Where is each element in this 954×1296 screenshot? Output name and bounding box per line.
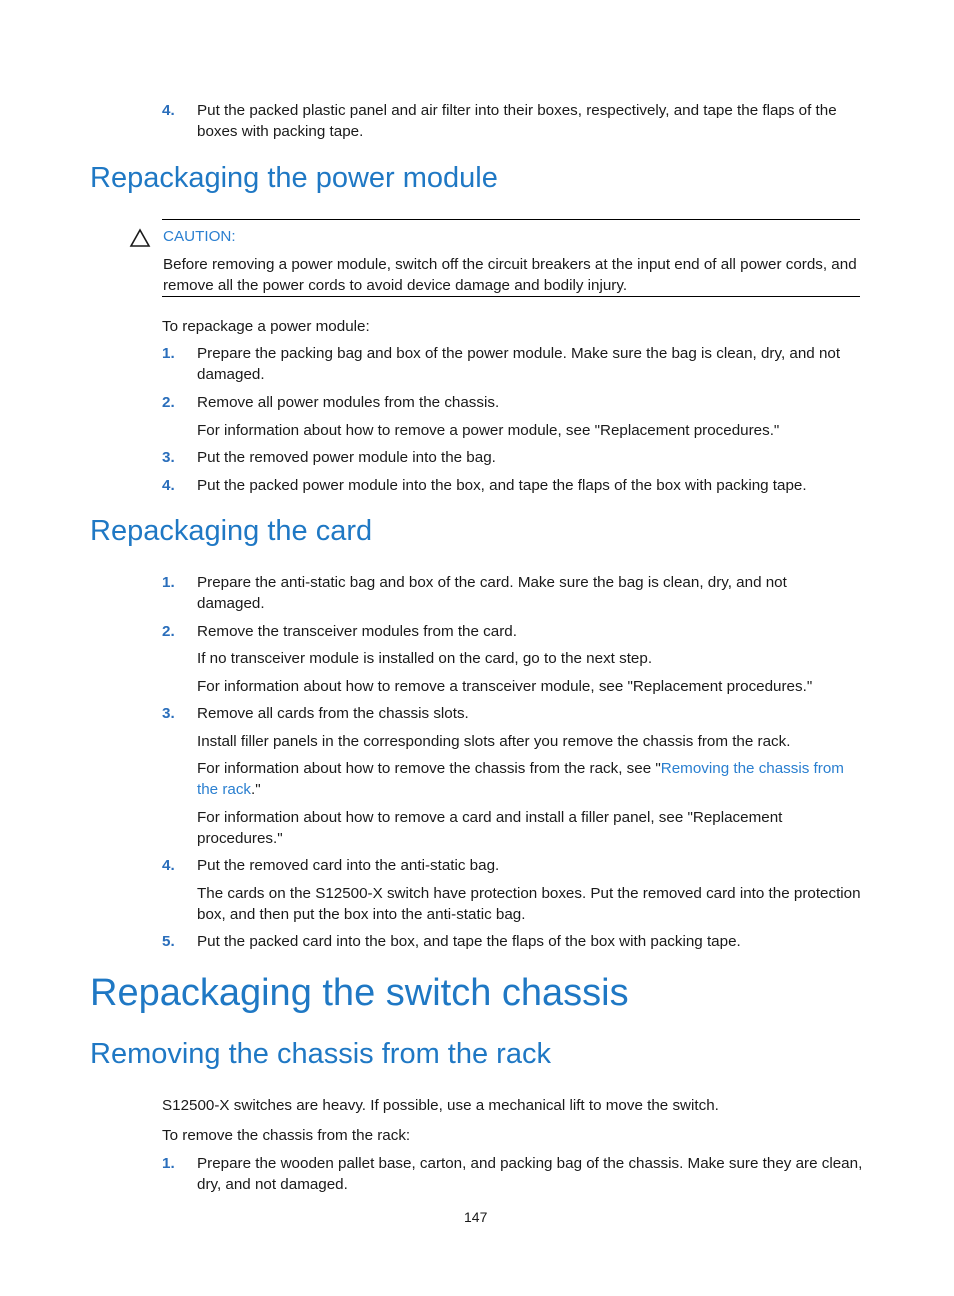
step-number: 1. bbox=[162, 345, 175, 362]
chassis-lead: To remove the chassis from the rack: bbox=[162, 1127, 411, 1144]
section-heading-power-module: Repackaging the power module bbox=[90, 162, 498, 194]
step-number: 4. bbox=[162, 102, 175, 119]
power-module-lead: To repackage a power module: bbox=[162, 318, 370, 335]
page-number: 147 bbox=[464, 1209, 488, 1225]
step-text: Put the packed power module into the box, and tape the flaps of the box with packing tape. bbox=[197, 477, 807, 494]
chapter-heading-chassis: Repackaging the switch chassis bbox=[90, 972, 629, 1014]
caution-top-rule bbox=[162, 219, 860, 220]
chassis-paragraph: S12500-X switches are heavy. If possible, use a mechanical lift to move the switch. bbox=[162, 1097, 719, 1114]
step-text: Remove the transceiver modules from the card. bbox=[197, 623, 517, 640]
step-text: Prepare the anti-static bag and box of the card. Make sure the bag is clean, dry, and not damaged. bbox=[197, 574, 787, 612]
caution-bottom-rule bbox=[162, 296, 860, 297]
step-text: Remove all power modules from the chassis. bbox=[197, 394, 500, 411]
removing-chassis-link[interactable]: Removing the chassis from the rack bbox=[197, 760, 844, 798]
caution-label: CAUTION: bbox=[163, 228, 236, 245]
step-note: Install filler panels in the corresponding slots after you remove the chassis from the rack. bbox=[197, 733, 791, 750]
warning-triangle-icon bbox=[129, 228, 151, 253]
step-number: 4. bbox=[162, 477, 175, 494]
step-note: For information about how to remove a transceiver module, see "Replacement procedures." bbox=[197, 678, 813, 695]
section-heading-card: Repackaging the card bbox=[90, 515, 373, 547]
step-note: The cards on the S12500-X switch have protection boxes. Put the removed card into the protection box, and then put the box into the anti-static bag. bbox=[197, 885, 861, 923]
step-number: 1. bbox=[162, 574, 175, 591]
step-text: Put the removed power module into the bag. bbox=[197, 449, 496, 466]
step-text: Prepare the wooden pallet base, carton, and packing bag of the chassis. Make sure they are clean, dry, and not damaged. bbox=[197, 1155, 863, 1193]
step-note-suffix: ." bbox=[251, 781, 261, 798]
step-note: For information about how to remove a card and install a filler panel, see "Replacement procedures." bbox=[197, 809, 783, 847]
step-number: 1. bbox=[162, 1155, 175, 1172]
step-text: Prepare the packing bag and box of the power module. Make sure the bag is clean, dry, and not damaged. bbox=[197, 345, 841, 383]
step-text: Remove all cards from the chassis slots. bbox=[197, 705, 469, 722]
step-number: 3. bbox=[162, 705, 175, 722]
step-number: 2. bbox=[162, 394, 175, 411]
caution-text: Before removing a power module, switch off the circuit breakers at the input end of all power cords, and remove all the power cords to avoid device damage and bodily injury. bbox=[163, 256, 857, 294]
section-heading-removing-chassis: Removing the chassis from the rack bbox=[90, 1038, 551, 1070]
step-number: 2. bbox=[162, 623, 175, 640]
step-note-with-link bbox=[197, 758, 869, 800]
step-number: 5. bbox=[162, 933, 175, 950]
step-text: Put the packed plastic panel and air filter into their boxes, respectively, and tape the flaps of the boxes with packing tape. bbox=[197, 102, 837, 140]
step-note-prefix: For information about how to remove the chassis from the rack, see " bbox=[197, 760, 661, 777]
step-text: Put the removed card into the anti-static bag. bbox=[197, 857, 500, 874]
step-text: Put the packed card into the box, and tape the flaps of the box with packing tape. bbox=[197, 933, 741, 950]
step-number: 3. bbox=[162, 449, 175, 466]
step-number: 4. bbox=[162, 857, 175, 874]
step-note: For information about how to remove a power module, see "Replacement procedures." bbox=[197, 422, 780, 439]
step-note: If no transceiver module is installed on the card, go to the next step. bbox=[197, 650, 653, 667]
